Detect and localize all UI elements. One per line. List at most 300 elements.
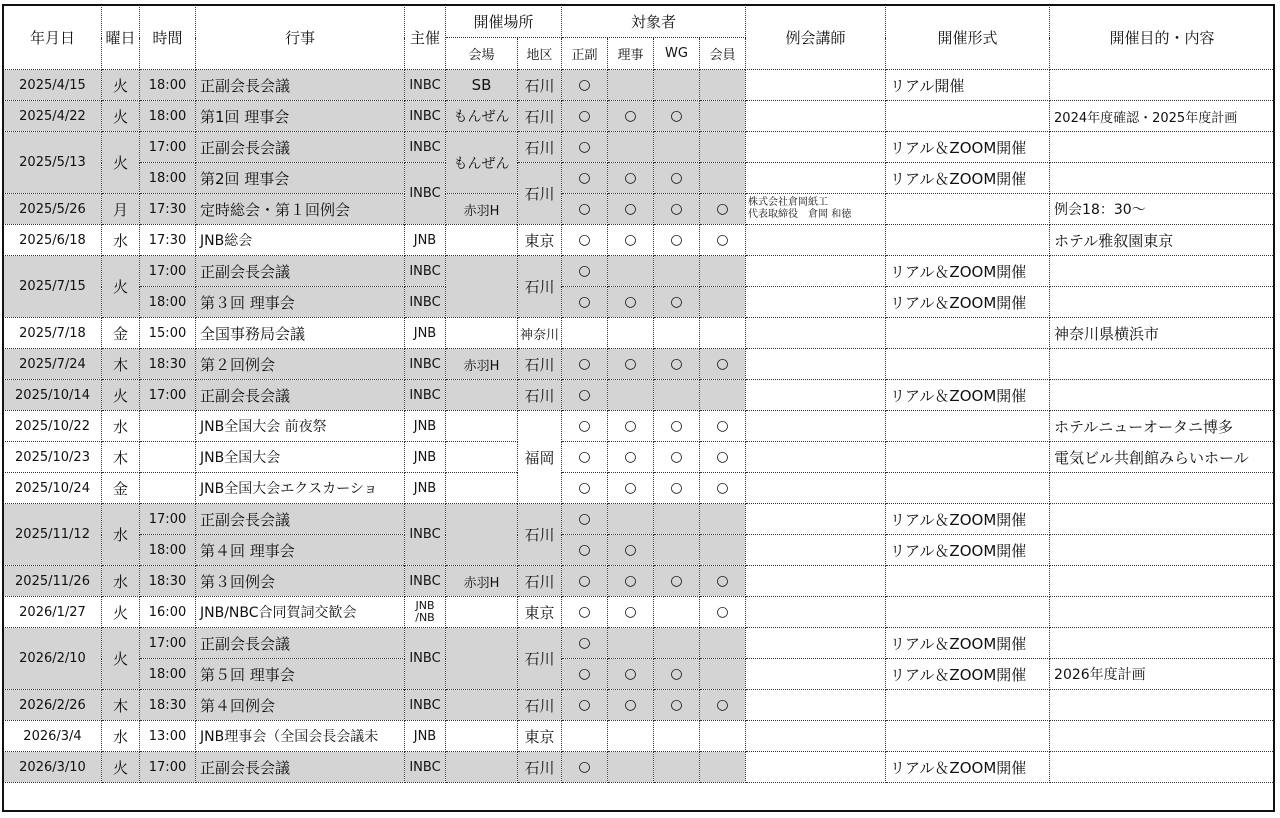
purpose-cell <box>1050 690 1275 721</box>
host-cell: INBC <box>405 566 446 597</box>
lecturer-name: 代表取締役 倉岡 和徳 <box>748 209 852 220</box>
header-format: 開催形式 <box>886 6 1050 70</box>
target-empty <box>562 318 608 349</box>
target-mark: ○ <box>608 349 654 380</box>
lecturer-cell <box>746 442 886 473</box>
purpose-cell <box>1050 535 1275 566</box>
target-mark: ○ <box>654 659 700 690</box>
area-cell: 福岡 <box>518 411 562 504</box>
target-mark: ○ <box>562 163 608 194</box>
format-cell <box>886 473 1050 504</box>
target-empty <box>700 101 746 132</box>
target-empty <box>700 132 746 163</box>
header-target-director: 理事 <box>608 38 654 70</box>
format-cell: リアル開催 <box>886 70 1050 101</box>
target-mark: ○ <box>562 194 608 225</box>
target-mark: ○ <box>700 442 746 473</box>
lecturer-cell <box>746 566 886 597</box>
target-empty <box>608 132 654 163</box>
target-mark: ○ <box>562 566 608 597</box>
target-empty <box>654 380 700 411</box>
weekday-cell: 木 <box>102 349 140 380</box>
target-mark: ○ <box>608 566 654 597</box>
target-empty <box>654 318 700 349</box>
host-cell: INBC <box>405 628 446 690</box>
target-empty <box>654 256 700 287</box>
date-cell: 2025/5/26 <box>4 194 102 225</box>
target-mark: ○ <box>608 101 654 132</box>
header-weekday: 曜日 <box>102 6 140 70</box>
event-cell: 第２回例会 <box>196 349 405 380</box>
purpose-cell: 電気ビル共創館みらいホール <box>1050 442 1275 473</box>
table-row <box>4 132 1275 163</box>
target-empty <box>700 318 746 349</box>
time-cell: 18:30 <box>140 690 196 721</box>
event-cell: 第４回例会 <box>196 690 405 721</box>
target-empty <box>654 535 700 566</box>
event-cell: 正副会長会議 <box>196 256 405 287</box>
table-row <box>4 287 1275 318</box>
purpose-cell: 神奈川県横浜市 <box>1050 318 1275 349</box>
table-row <box>4 163 1275 194</box>
venue-cell <box>446 628 518 690</box>
venue-cell <box>446 690 518 721</box>
table-row <box>4 473 1275 504</box>
host-cell: INBC <box>405 380 446 411</box>
target-empty <box>608 380 654 411</box>
table-row <box>4 752 1275 783</box>
target-mark: ○ <box>700 690 746 721</box>
header-lecturer: 例会講師 <box>746 6 886 70</box>
time-cell: 17:00 <box>140 504 196 535</box>
venue-cell <box>446 380 518 411</box>
event-cell: JNB理事会（全国会長会議未 <box>196 721 405 752</box>
venue-cell <box>446 225 518 256</box>
table-row <box>4 504 1275 535</box>
event-cell: 第1回 理事会 <box>196 101 405 132</box>
host-cell: JNB <box>405 473 446 504</box>
weekday-cell: 木 <box>102 442 140 473</box>
event-cell: JNB総会 <box>196 225 405 256</box>
weekday-cell: 火 <box>102 132 140 194</box>
format-cell: リアル＆ZOOM開催 <box>886 163 1050 194</box>
header-target: 対象者 <box>562 6 746 38</box>
format-cell <box>886 597 1050 628</box>
lecturer-cell <box>746 287 886 318</box>
venue-cell <box>446 442 518 473</box>
lecturer-cell <box>746 690 886 721</box>
lecturer-cell <box>746 411 886 442</box>
event-cell: 正副会長会議 <box>196 504 405 535</box>
table-row <box>4 318 1275 349</box>
date-cell: 2025/10/24 <box>4 473 102 504</box>
purpose-cell: 例会18：30〜 <box>1050 194 1275 225</box>
target-empty <box>700 628 746 659</box>
target-mark: ○ <box>608 597 654 628</box>
lecturer-cell <box>746 473 886 504</box>
format-cell <box>886 566 1050 597</box>
header-purpose: 開催目的・内容 <box>1050 6 1275 70</box>
time-cell: 18:00 <box>140 70 196 101</box>
area-cell: 東京 <box>518 225 562 256</box>
format-cell <box>886 690 1050 721</box>
event-cell: 第４回 理事会 <box>196 535 405 566</box>
date-cell: 2025/7/15 <box>4 256 102 318</box>
target-mark: ○ <box>562 411 608 442</box>
host-cell: JNB <box>405 411 446 442</box>
header-place: 開催場所 <box>446 6 562 38</box>
weekday-cell: 火 <box>102 101 140 132</box>
target-mark: ○ <box>654 442 700 473</box>
date-cell: 2025/10/22 <box>4 411 102 442</box>
target-empty <box>700 659 746 690</box>
area-cell: 石川 <box>518 752 562 783</box>
time-cell: 16:00 <box>140 597 196 628</box>
target-mark: ○ <box>562 70 608 101</box>
area-cell: 石川 <box>518 380 562 411</box>
time-cell: 17:00 <box>140 752 196 783</box>
venue-cell <box>446 473 518 504</box>
weekday-cell: 火 <box>102 628 140 690</box>
target-mark: ○ <box>562 442 608 473</box>
target-mark: ○ <box>654 225 700 256</box>
venue-cell <box>446 504 518 566</box>
target-mark: ○ <box>608 535 654 566</box>
host-cell: INBC <box>405 287 446 318</box>
target-empty <box>700 70 746 101</box>
format-cell <box>886 411 1050 442</box>
host-cell: JNB <box>405 318 446 349</box>
target-mark: ○ <box>562 256 608 287</box>
target-empty <box>700 256 746 287</box>
target-empty <box>608 256 654 287</box>
event-cell: 正副会長会議 <box>196 380 405 411</box>
date-cell: 2026/2/26 <box>4 690 102 721</box>
format-cell: リアル＆ZOOM開催 <box>886 752 1050 783</box>
target-mark: ○ <box>562 504 608 535</box>
weekday-cell: 木 <box>102 690 140 721</box>
weekday-cell: 月 <box>102 194 140 225</box>
time-cell: 18:00 <box>140 163 196 194</box>
format-cell: リアル＆ZOOM開催 <box>886 132 1050 163</box>
header-target-vice: 正副 <box>562 38 608 70</box>
weekday-cell: 金 <box>102 473 140 504</box>
lecturer-cell <box>746 101 886 132</box>
time-cell: 18:00 <box>140 659 196 690</box>
lecturer-cell <box>746 721 886 752</box>
event-cell: 第2回 理事会 <box>196 163 405 194</box>
date-cell: 2026/3/4 <box>4 721 102 752</box>
purpose-cell: 2024年度確認・2025年度計画 <box>1050 101 1275 132</box>
host-cell: INBC <box>405 101 446 132</box>
target-mark: ○ <box>562 628 608 659</box>
date-cell: 2025/7/18 <box>4 318 102 349</box>
weekday-cell: 火 <box>102 70 140 101</box>
target-mark: ○ <box>562 132 608 163</box>
host-cell: JNB /NB <box>405 597 446 628</box>
lecturer-cell <box>746 380 886 411</box>
time-cell: 18:00 <box>140 535 196 566</box>
target-empty <box>700 287 746 318</box>
table-row <box>4 535 1275 566</box>
date-cell: 2025/4/22 <box>4 101 102 132</box>
lecturer-cell <box>746 597 886 628</box>
area-cell: 石川 <box>518 566 562 597</box>
venue-cell <box>446 752 518 783</box>
header-event: 行事 <box>196 6 405 70</box>
target-mark: ○ <box>608 194 654 225</box>
area-cell: 石川 <box>518 690 562 721</box>
target-mark: ○ <box>654 349 700 380</box>
purpose-cell <box>1050 504 1275 535</box>
table-row <box>4 256 1275 287</box>
host-cell: INBC <box>405 690 446 721</box>
target-mark: ○ <box>654 101 700 132</box>
target-mark: ○ <box>608 442 654 473</box>
area-cell: 神奈川 <box>518 318 562 349</box>
time-cell: 17:00 <box>140 380 196 411</box>
target-mark: ○ <box>654 690 700 721</box>
table-row <box>4 566 1275 597</box>
format-cell: リアル＆ZOOM開催 <box>886 659 1050 690</box>
event-cell: 第３回例会 <box>196 566 405 597</box>
host-cell: INBC <box>405 70 446 101</box>
target-mark: ○ <box>562 349 608 380</box>
venue-cell: もんぜん <box>446 132 518 194</box>
lecturer-cell <box>746 132 886 163</box>
format-cell <box>886 225 1050 256</box>
purpose-cell <box>1050 70 1275 101</box>
target-mark: ○ <box>608 690 654 721</box>
format-cell: リアル＆ZOOM開催 <box>886 504 1050 535</box>
date-cell: 2025/5/13 <box>4 132 102 194</box>
target-empty <box>700 163 746 194</box>
table-row <box>4 101 1275 132</box>
date-cell: 2026/2/10 <box>4 628 102 690</box>
lecturer-cell <box>746 256 886 287</box>
event-cell: 第５回 理事会 <box>196 659 405 690</box>
table-row <box>4 349 1275 380</box>
weekday-cell: 水 <box>102 721 140 752</box>
table-row <box>4 597 1275 628</box>
lecturer-cell <box>746 752 886 783</box>
time-cell: 17:00 <box>140 628 196 659</box>
target-empty <box>608 504 654 535</box>
event-cell: 定時総会・第１回例会 <box>196 194 405 225</box>
format-cell: リアル＆ZOOM開催 <box>886 535 1050 566</box>
host-cell: INBC <box>405 256 446 287</box>
venue-cell <box>446 256 518 318</box>
table-row <box>4 659 1275 690</box>
weekday-cell: 火 <box>102 752 140 783</box>
header-target-member: 会員 <box>700 38 746 70</box>
purpose-cell <box>1050 597 1275 628</box>
target-mark: ○ <box>608 163 654 194</box>
header-row-1 <box>4 6 1275 38</box>
target-empty <box>654 70 700 101</box>
area-cell: 石川 <box>518 163 562 225</box>
target-mark: ○ <box>562 752 608 783</box>
venue-cell: SB <box>446 70 518 101</box>
lecturer-cell <box>746 318 886 349</box>
format-cell: リアル＆ZOOM開催 <box>886 380 1050 411</box>
purpose-cell: ホテルニューオータニ博多 <box>1050 411 1275 442</box>
format-cell <box>886 721 1050 752</box>
host-cell: INBC <box>405 349 446 380</box>
target-mark: ○ <box>608 659 654 690</box>
purpose-cell <box>1050 349 1275 380</box>
purpose-cell <box>1050 256 1275 287</box>
target-empty <box>700 504 746 535</box>
weekday-cell: 水 <box>102 566 140 597</box>
date-cell: 2026/1/27 <box>4 597 102 628</box>
date-cell: 2025/10/23 <box>4 442 102 473</box>
target-mark: ○ <box>700 225 746 256</box>
target-mark: ○ <box>562 473 608 504</box>
table-row <box>4 442 1275 473</box>
venue-cell: 赤羽H <box>446 349 518 380</box>
purpose-cell <box>1050 380 1275 411</box>
header-area: 地区 <box>518 38 562 70</box>
purpose-cell: 2026年度計画 <box>1050 659 1275 690</box>
time-cell: 15:00 <box>140 318 196 349</box>
schedule-table <box>3 5 1275 783</box>
header-venue: 会場 <box>446 38 518 70</box>
event-cell: JNB全国大会 <box>196 442 405 473</box>
target-empty <box>608 70 654 101</box>
target-mark: ○ <box>700 194 746 225</box>
purpose-cell <box>1050 473 1275 504</box>
target-empty <box>608 721 654 752</box>
target-mark: ○ <box>608 287 654 318</box>
lecturer-cell <box>746 225 886 256</box>
purpose-cell <box>1050 566 1275 597</box>
target-mark: ○ <box>562 690 608 721</box>
date-cell: 2025/11/26 <box>4 566 102 597</box>
target-empty <box>608 318 654 349</box>
area-cell: 石川 <box>518 256 562 318</box>
area-cell: 石川 <box>518 70 562 101</box>
weekday-cell: 水 <box>102 225 140 256</box>
header-host: 主催 <box>405 6 446 70</box>
format-cell <box>886 194 1050 225</box>
time-cell <box>140 473 196 504</box>
format-cell <box>886 101 1050 132</box>
lecturer-cell <box>746 628 886 659</box>
target-mark: ○ <box>700 597 746 628</box>
target-empty <box>654 597 700 628</box>
event-cell: 全国事務局会議 <box>196 318 405 349</box>
area-cell: 石川 <box>518 132 562 163</box>
target-empty <box>700 721 746 752</box>
purpose-cell <box>1050 163 1275 194</box>
time-cell: 17:00 <box>140 132 196 163</box>
event-cell: JNB全国大会エクスカーショ <box>196 473 405 504</box>
target-mark: ○ <box>562 225 608 256</box>
table-row <box>4 194 1275 225</box>
weekday-cell: 水 <box>102 411 140 442</box>
purpose-cell <box>1050 752 1275 783</box>
event-cell: 正副会長会議 <box>196 132 405 163</box>
target-empty <box>654 504 700 535</box>
target-empty <box>700 535 746 566</box>
target-mark: ○ <box>654 411 700 442</box>
target-empty <box>700 752 746 783</box>
target-mark: ○ <box>562 287 608 318</box>
target-mark: ○ <box>700 349 746 380</box>
time-cell <box>140 411 196 442</box>
date-cell: 2025/4/15 <box>4 70 102 101</box>
lecturer-cell <box>746 504 886 535</box>
purpose-cell <box>1050 132 1275 163</box>
purpose-cell <box>1050 721 1275 752</box>
format-cell <box>886 349 1050 380</box>
host-cell: INBC <box>405 163 446 225</box>
target-empty <box>654 721 700 752</box>
format-cell: リアル＆ZOOM開催 <box>886 256 1050 287</box>
area-cell: 石川 <box>518 504 562 566</box>
host-cell: JNB <box>405 721 446 752</box>
target-empty <box>608 752 654 783</box>
lecturer-cell <box>746 194 886 225</box>
weekday-cell: 火 <box>102 256 140 318</box>
venue-cell: 赤羽H <box>446 194 518 225</box>
header-date: 年月日 <box>4 6 102 70</box>
weekday-cell: 金 <box>102 318 140 349</box>
time-cell: 17:30 <box>140 225 196 256</box>
target-mark: ○ <box>562 659 608 690</box>
header-target-wg: WG <box>654 38 700 70</box>
area-cell: 東京 <box>518 597 562 628</box>
target-empty <box>654 628 700 659</box>
weekday-cell: 水 <box>102 504 140 566</box>
event-cell: 第３回 理事会 <box>196 287 405 318</box>
target-mark: ○ <box>700 566 746 597</box>
event-cell: JNB/NBC合同賀詞交歓会 <box>196 597 405 628</box>
venue-cell: 赤羽H <box>446 566 518 597</box>
table-row <box>4 721 1275 752</box>
event-cell: 正副会長会議 <box>196 628 405 659</box>
lecturer-cell <box>746 349 886 380</box>
table-row <box>4 70 1275 101</box>
target-mark: ○ <box>654 566 700 597</box>
lecturer-cell <box>746 163 886 194</box>
target-mark: ○ <box>654 163 700 194</box>
target-mark: ○ <box>654 287 700 318</box>
lecturer-cell <box>746 70 886 101</box>
target-empty <box>608 628 654 659</box>
format-cell <box>886 442 1050 473</box>
target-mark: ○ <box>654 194 700 225</box>
purpose-cell: ホテル雅叙園東京 <box>1050 225 1275 256</box>
table-row <box>4 690 1275 721</box>
lecturer-company: 株式会社倉岡紙工 <box>748 197 829 208</box>
target-mark: ○ <box>562 535 608 566</box>
target-mark: ○ <box>608 225 654 256</box>
venue-cell <box>446 411 518 442</box>
host-cell: JNB <box>405 442 446 473</box>
format-cell <box>886 318 1050 349</box>
date-cell: 2026/3/10 <box>4 752 102 783</box>
weekday-cell: 火 <box>102 597 140 628</box>
purpose-cell <box>1050 628 1275 659</box>
venue-cell: もんぜん <box>446 101 518 132</box>
format-cell: リアル＆ZOOM開催 <box>886 287 1050 318</box>
format-cell: リアル＆ZOOM開催 <box>886 628 1050 659</box>
target-empty <box>654 132 700 163</box>
table-row <box>4 380 1275 411</box>
venue-cell <box>446 597 518 628</box>
